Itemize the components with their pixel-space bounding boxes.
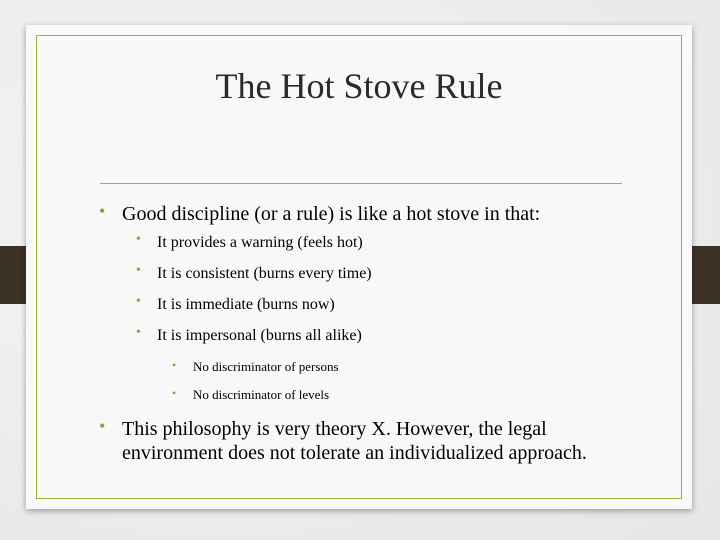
bullet-icon: • [136, 294, 141, 309]
bullet-1-4-1: No discriminator of persons [193, 359, 339, 374]
bullet-1-2: It is consistent (burns every time) [157, 265, 372, 282]
bullet-2-line-2: environment does not tolerate an individualized approach. [122, 442, 587, 464]
bullet-1-3: It is immediate (burns now) [157, 296, 335, 313]
bullet-icon: • [99, 201, 106, 221]
bullet-1: Good discipline (or a rule) is like a hot stove in that: [122, 203, 541, 225]
bullet-icon: • [172, 358, 177, 372]
bullet-1-1: It provides a warning (feels hot) [157, 234, 363, 251]
bullet-2-line-1: This philosophy is very theory X. However, the legal [122, 418, 547, 440]
bullet-icon: • [136, 263, 141, 278]
bullet-1-4: It is impersonal (burns all alike) [157, 327, 362, 344]
bullet-icon: • [172, 386, 177, 400]
bullet-icon: • [136, 232, 141, 247]
bullet-1-4-2: No discriminator of levels [193, 387, 330, 402]
bullet-icon: • [99, 416, 106, 436]
slide-card [26, 25, 692, 509]
bullet-icon: • [136, 325, 141, 340]
slide-title: The Hot Stove Rule [215, 66, 503, 106]
title-divider [100, 183, 622, 184]
